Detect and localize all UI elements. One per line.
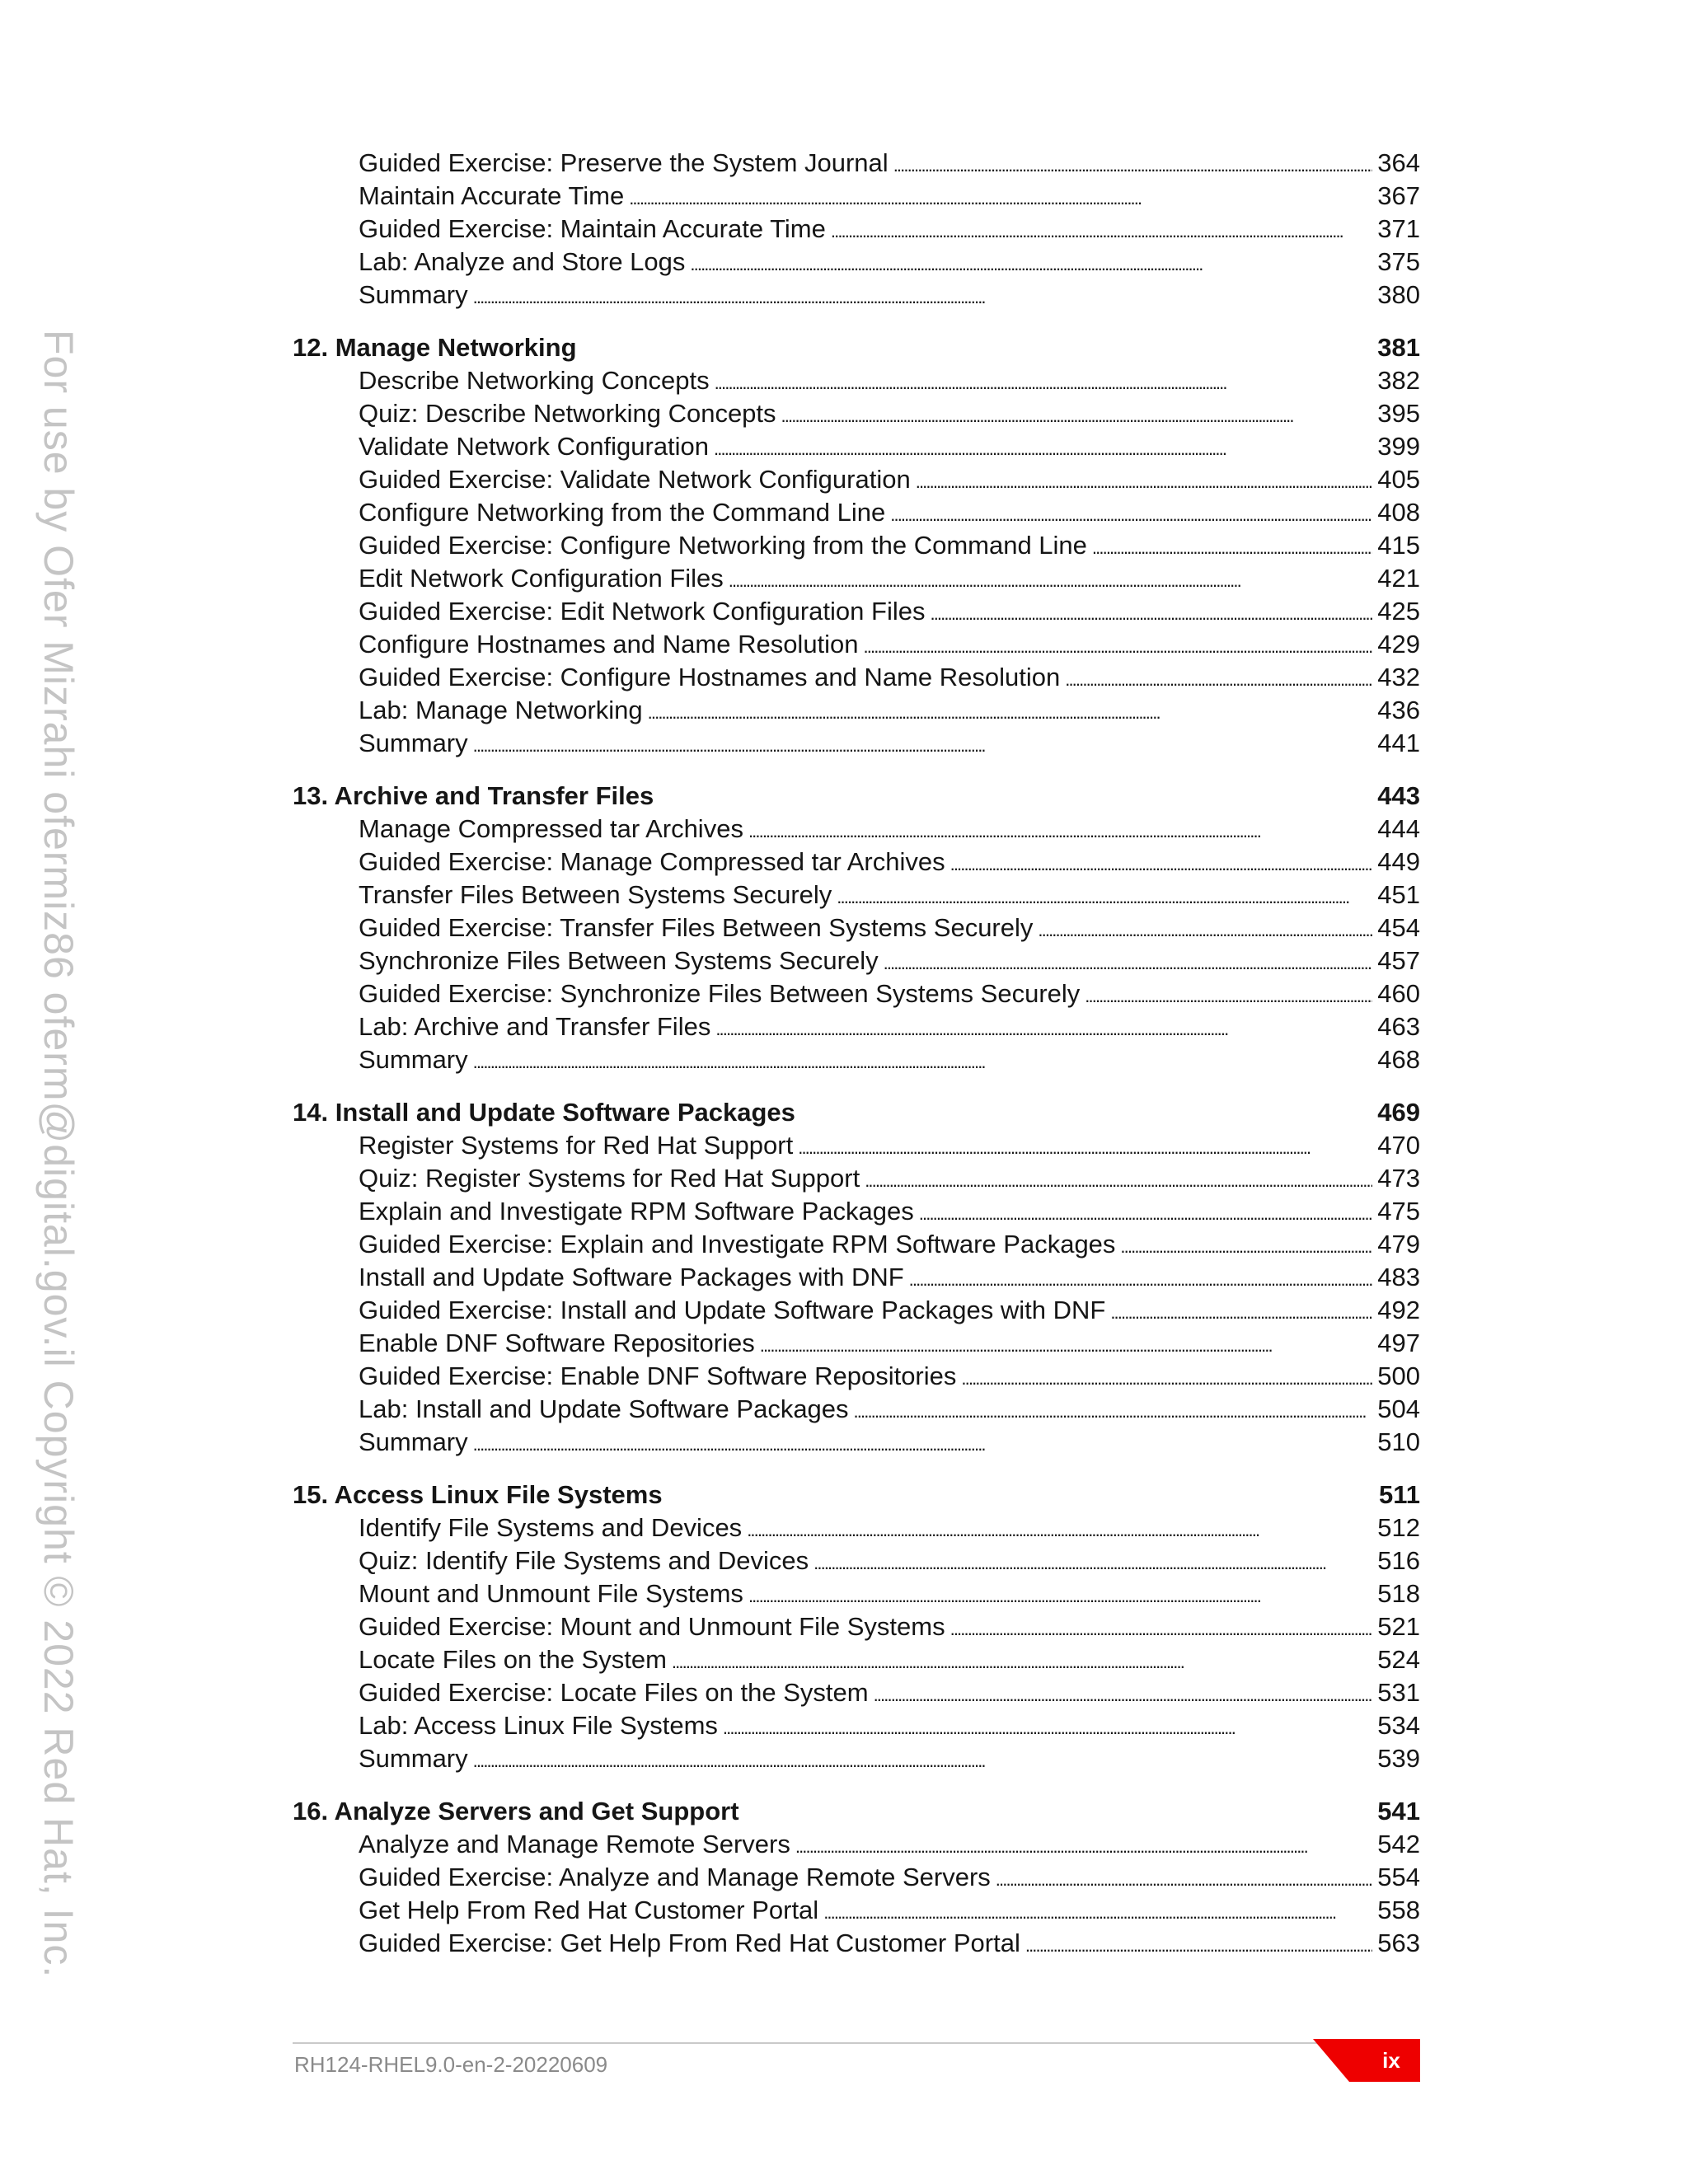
toc-entry[interactable] — [293, 213, 1420, 246]
toc-entry[interactable] — [293, 1426, 1420, 1459]
toc-entry-page: 539 — [1377, 1744, 1420, 1773]
toc-entry-title: Locate Files on the System — [359, 1645, 667, 1674]
toc-entry-page: 542 — [1377, 1830, 1420, 1858]
dot-leader — [795, 1828, 1372, 1863]
toc-entry[interactable] — [293, 279, 1420, 312]
chapter-title: 15. Access Linux File Systems — [293, 1480, 663, 1509]
toc-entry-page: 518 — [1377, 1579, 1420, 1608]
toc-entry-page: 441 — [1377, 729, 1420, 757]
dot-leader — [874, 1676, 1373, 1712]
toc-entry-title: Summary — [359, 1045, 468, 1074]
chapter-page: 443 — [1377, 781, 1420, 810]
toc-entry-page: 524 — [1377, 1645, 1420, 1674]
toc-entry-title: Summary — [359, 280, 468, 309]
dot-leader — [714, 430, 1372, 466]
toc-entry-title: Summary — [359, 1427, 468, 1456]
toc-entry[interactable] — [293, 246, 1420, 279]
toc-entry-page: 436 — [1377, 696, 1420, 724]
dot-leader — [473, 1043, 1373, 1079]
toc-entry-title: Guided Exercise: Synchronize Files Between Systems Securely — [359, 979, 1081, 1008]
toc-chapter — [293, 331, 1420, 760]
dot-leader — [798, 1129, 1372, 1165]
toc-entry-title: Configure Networking from the Command Line — [359, 498, 886, 527]
dot-leader — [1038, 912, 1372, 947]
toc-entry-title: Enable DNF Software Repositories — [359, 1329, 755, 1357]
toc-entry[interactable] — [293, 364, 1420, 397]
toc-entry-title: Edit Network Configuration Files — [359, 564, 724, 593]
toc-entry-page: 475 — [1377, 1197, 1420, 1226]
toc-entry[interactable] — [293, 562, 1420, 595]
dot-leader — [747, 1511, 1372, 1547]
toc-entry[interactable] — [293, 1393, 1420, 1426]
toc-entry-title: Manage Compressed tar Archives — [359, 814, 743, 843]
dot-leader — [890, 496, 1372, 532]
copyright-watermark: For use by Ofer Mizrahi ofermiz86 oferm@digital.gov.il Copyright © 2022 Red Hat, Inc. — [35, 330, 82, 1979]
toc-entry-page: 521 — [1377, 1612, 1420, 1641]
toc-entry-page: 470 — [1377, 1131, 1420, 1160]
dot-leader — [950, 1610, 1373, 1646]
toc-entry-page: 367 — [1377, 181, 1420, 210]
dot-leader — [1085, 977, 1372, 1013]
toc-entry[interactable] — [293, 944, 1420, 977]
toc-entry-page: 380 — [1377, 280, 1420, 309]
toc-entry-title: Guided Exercise: Configure Hostnames and Name Resolution — [359, 663, 1061, 691]
table-of-contents — [293, 147, 1420, 1980]
dot-leader — [781, 397, 1373, 433]
toc-entry-page: 382 — [1377, 366, 1420, 395]
toc-entry-title: Summary — [359, 1744, 468, 1773]
toc-entry-title: Guided Exercise: Get Help From Red Hat Customer Portal — [359, 1929, 1020, 1957]
dot-leader — [748, 1577, 1372, 1613]
toc-entry-title: Guided Exercise: Transfer Files Between Systems Securely — [359, 913, 1034, 942]
toc-entry-page: 483 — [1377, 1263, 1420, 1291]
toc-entry-title: Lab: Analyze and Store Logs — [359, 247, 686, 276]
toc-chapter — [293, 780, 1420, 1076]
toc-entry-page: 451 — [1377, 880, 1420, 909]
chapter-heading[interactable] — [293, 1479, 1420, 1511]
toc-entry-title: Guided Exercise: Edit Network Configuration Files — [359, 597, 926, 626]
dot-leader — [1025, 1927, 1372, 1962]
toc-entry-page: 500 — [1377, 1361, 1420, 1390]
toc-entry-title: Mount and Unmount File Systems — [359, 1579, 743, 1608]
toc-entry[interactable] — [293, 727, 1420, 760]
dot-leader — [1065, 661, 1372, 696]
toc-entry[interactable] — [293, 1511, 1420, 1544]
toc-entry-page: 512 — [1377, 1513, 1420, 1542]
chapter-title: 14. Install and Update Software Packages — [293, 1098, 795, 1127]
toc-entry-page: 463 — [1377, 1012, 1420, 1041]
toc-entry[interactable] — [293, 1742, 1420, 1775]
dot-leader — [473, 1426, 1373, 1461]
toc-entry-title: Summary — [359, 729, 468, 757]
toc-entry-page: 444 — [1377, 814, 1420, 843]
toc-entry[interactable] — [293, 147, 1420, 180]
toc-entry[interactable] — [293, 1894, 1420, 1927]
toc-entry-page: 429 — [1377, 630, 1420, 658]
dot-leader — [672, 1643, 1372, 1679]
toc-entry-title: Analyze and Manage Remote Servers — [359, 1830, 790, 1858]
chapter-page: 381 — [1377, 333, 1420, 362]
toc-entry-page: 405 — [1377, 465, 1420, 494]
toc-entry[interactable] — [293, 1228, 1420, 1261]
toc-entry-title: Describe Networking Concepts — [359, 366, 710, 395]
toc-entry-page: 531 — [1377, 1678, 1420, 1707]
toc-entry-title: Guided Exercise: Manage Compressed tar Archives — [359, 847, 945, 876]
toc-entry[interactable] — [293, 1294, 1420, 1327]
toc-entry-title: Identify File Systems and Devices — [359, 1513, 743, 1542]
toc-entry-page: 364 — [1377, 148, 1420, 177]
toc-entry-page: 449 — [1377, 847, 1420, 876]
dot-leader — [748, 813, 1372, 848]
chapter-page: 511 — [1378, 1480, 1420, 1509]
dot-leader — [823, 1894, 1372, 1929]
dot-leader — [473, 727, 1373, 762]
dot-leader — [893, 147, 1373, 182]
toc-entry-page: 425 — [1377, 597, 1420, 626]
dot-leader — [473, 1742, 1373, 1778]
document-id: RH124-RHEL9.0-en-2-20220609 — [294, 2052, 608, 2077]
toc-entry[interactable] — [293, 628, 1420, 661]
toc-chapter — [293, 1096, 1420, 1459]
dot-leader — [930, 595, 1372, 630]
dot-leader — [996, 1861, 1372, 1896]
dot-leader — [473, 279, 1373, 314]
toc-entry-title: Guided Exercise: Mount and Unmount File Systems — [359, 1612, 945, 1641]
toc-entry-page: 371 — [1377, 214, 1420, 243]
toc-entry[interactable] — [293, 1927, 1420, 1960]
toc-entry[interactable] — [293, 1261, 1420, 1294]
toc-entry-page: 558 — [1377, 1896, 1420, 1924]
toc-entry[interactable] — [293, 1610, 1420, 1643]
toc-entry-title: Maintain Accurate Time — [359, 181, 625, 210]
chapter-heading[interactable] — [293, 331, 1420, 364]
toc-entry[interactable] — [293, 1643, 1420, 1676]
toc-entry-page: 375 — [1377, 247, 1420, 276]
toc-entry[interactable] — [293, 397, 1420, 430]
toc-entry[interactable] — [293, 1010, 1420, 1043]
toc-entry-title: Configure Hostnames and Name Resolution — [359, 630, 859, 658]
dot-leader — [837, 879, 1372, 914]
toc-entry-page: 563 — [1377, 1929, 1420, 1957]
toc-entry-title: Guided Exercise: Maintain Accurate Time — [359, 214, 826, 243]
toc-entry-page: 510 — [1377, 1427, 1420, 1456]
toc-entry-title: Guided Exercise: Configure Networking from the Command Line — [359, 531, 1087, 560]
dot-leader — [715, 1010, 1372, 1046]
toc-entry-title: Lab: Access Linux File Systems — [359, 1711, 718, 1740]
toc-entry-title: Synchronize Files Between Systems Securely — [359, 946, 879, 975]
dot-leader — [1092, 529, 1372, 565]
dot-leader — [950, 846, 1373, 881]
toc-entry-page: 504 — [1377, 1394, 1420, 1423]
toc-entry[interactable] — [293, 846, 1420, 879]
toc-entry-title: Quiz: Identify File Systems and Devices — [359, 1546, 809, 1575]
dot-leader — [729, 562, 1372, 598]
chapter-page: 541 — [1377, 1797, 1420, 1825]
dot-leader — [648, 694, 1373, 729]
toc-chapters — [293, 331, 1420, 1960]
dot-leader — [961, 1360, 1372, 1395]
toc-entry[interactable] — [293, 1676, 1420, 1709]
toc-chapter — [293, 1479, 1420, 1775]
toc-entry[interactable] — [293, 529, 1420, 562]
toc-entry-title: Guided Exercise: Install and Update Software Packages with DNF — [359, 1296, 1106, 1324]
toc-entry-title: Transfer Files Between Systems Securely — [359, 880, 832, 909]
toc-entry-page: 492 — [1377, 1296, 1420, 1324]
toc-entry-page: 460 — [1377, 979, 1420, 1008]
toc-entry[interactable] — [293, 496, 1420, 529]
toc-entry[interactable] — [293, 1129, 1420, 1162]
toc-entry-title: Lab: Install and Update Software Packages — [359, 1394, 849, 1423]
toc-entry[interactable] — [293, 813, 1420, 846]
dot-leader — [1120, 1228, 1372, 1263]
page-number: ix — [1382, 2048, 1400, 2073]
toc-entry-page: 534 — [1377, 1711, 1420, 1740]
dot-leader — [1110, 1294, 1372, 1329]
dot-leader — [884, 944, 1373, 980]
chapter-title: 16. Analyze Servers and Get Support — [293, 1797, 739, 1825]
toc-entry-title: Guided Exercise: Preserve the System Journal — [359, 148, 889, 177]
dot-leader — [760, 1327, 1373, 1362]
footer-divider — [293, 2042, 1420, 2044]
dot-leader — [715, 364, 1373, 400]
toc-entry[interactable] — [293, 1162, 1420, 1195]
toc-entry-title: Guided Exercise: Analyze and Manage Remote Servers — [359, 1863, 991, 1891]
toc-entry[interactable] — [293, 694, 1420, 727]
toc-entry[interactable] — [293, 1043, 1420, 1076]
page-number-badge — [1313, 2039, 1420, 2082]
dot-leader — [916, 463, 1373, 499]
toc-continued-section — [293, 147, 1420, 312]
toc-entry[interactable] — [293, 463, 1420, 496]
chapter-heading[interactable] — [293, 1096, 1420, 1129]
toc-entry-page: 468 — [1377, 1045, 1420, 1074]
toc-entry[interactable] — [293, 1828, 1420, 1861]
toc-entry-title: Get Help From Red Hat Customer Portal — [359, 1896, 819, 1924]
toc-entry-title: Register Systems for Red Hat Support — [359, 1131, 794, 1160]
dot-leader — [814, 1544, 1372, 1580]
chapter-heading[interactable] — [293, 1795, 1420, 1828]
toc-entry-page: 421 — [1377, 564, 1420, 593]
dot-leader — [831, 213, 1372, 248]
toc-entry[interactable] — [293, 595, 1420, 628]
chapter-title: 12. Manage Networking — [293, 333, 577, 362]
toc-entry-page: 457 — [1377, 946, 1420, 975]
toc-entry[interactable] — [293, 912, 1420, 944]
toc-entry-title: Validate Network Configuration — [359, 432, 710, 461]
chapter-heading[interactable] — [293, 780, 1420, 813]
toc-entry-page: 473 — [1377, 1164, 1420, 1193]
toc-entry-page: 497 — [1377, 1329, 1420, 1357]
toc-entry-title: Install and Update Software Packages with DNF — [359, 1263, 904, 1291]
toc-entry[interactable] — [293, 1577, 1420, 1610]
toc-entry-page: 479 — [1377, 1230, 1420, 1258]
toc-entry[interactable] — [293, 1544, 1420, 1577]
chapter-page: 469 — [1377, 1098, 1420, 1127]
toc-entry[interactable] — [293, 1360, 1420, 1393]
toc-entry-title: Lab: Archive and Transfer Files — [359, 1012, 711, 1041]
toc-entry-title: Quiz: Register Systems for Red Hat Support — [359, 1164, 860, 1193]
dot-leader — [919, 1195, 1373, 1230]
toc-entry[interactable] — [293, 1861, 1420, 1894]
toc-entry-page: 554 — [1377, 1863, 1420, 1891]
toc-entry[interactable] — [293, 180, 1420, 213]
dot-leader — [854, 1393, 1373, 1428]
dot-leader — [909, 1261, 1373, 1296]
toc-entry-title: Quiz: Describe Networking Concepts — [359, 399, 776, 428]
toc-entry-page: 454 — [1377, 913, 1420, 942]
toc-entry-title: Explain and Investigate RPM Software Packages — [359, 1197, 914, 1226]
toc-entry-page: 395 — [1377, 399, 1420, 428]
dot-leader — [865, 1162, 1372, 1197]
dot-leader — [864, 628, 1373, 663]
toc-entry[interactable] — [293, 661, 1420, 694]
dot-leader — [629, 180, 1372, 215]
toc-entry-title: Guided Exercise: Explain and Investigate RPM Software Packages — [359, 1230, 1116, 1258]
dot-leader — [690, 246, 1372, 281]
toc-entry[interactable] — [293, 977, 1420, 1010]
toc-entry-title: Guided Exercise: Locate Files on the System — [359, 1678, 869, 1707]
toc-entry[interactable] — [293, 1709, 1420, 1742]
toc-entry-title: Guided Exercise: Validate Network Configuration — [359, 465, 911, 494]
toc-entry-page: 408 — [1377, 498, 1420, 527]
toc-entry[interactable] — [293, 879, 1420, 912]
toc-chapter — [293, 1795, 1420, 1960]
chapter-title: 13. Archive and Transfer Files — [293, 781, 654, 810]
toc-entry-title: Guided Exercise: Enable DNF Software Repositories — [359, 1361, 957, 1390]
toc-entry[interactable] — [293, 430, 1420, 463]
toc-entry-page: 432 — [1377, 663, 1420, 691]
toc-entry-page: 415 — [1377, 531, 1420, 560]
toc-entry-page: 516 — [1377, 1546, 1420, 1575]
dot-leader — [723, 1709, 1372, 1745]
toc-entry-page: 399 — [1377, 432, 1420, 461]
toc-entry[interactable] — [293, 1327, 1420, 1360]
toc-entry[interactable] — [293, 1195, 1420, 1228]
toc-entry-title: Lab: Manage Networking — [359, 696, 643, 724]
